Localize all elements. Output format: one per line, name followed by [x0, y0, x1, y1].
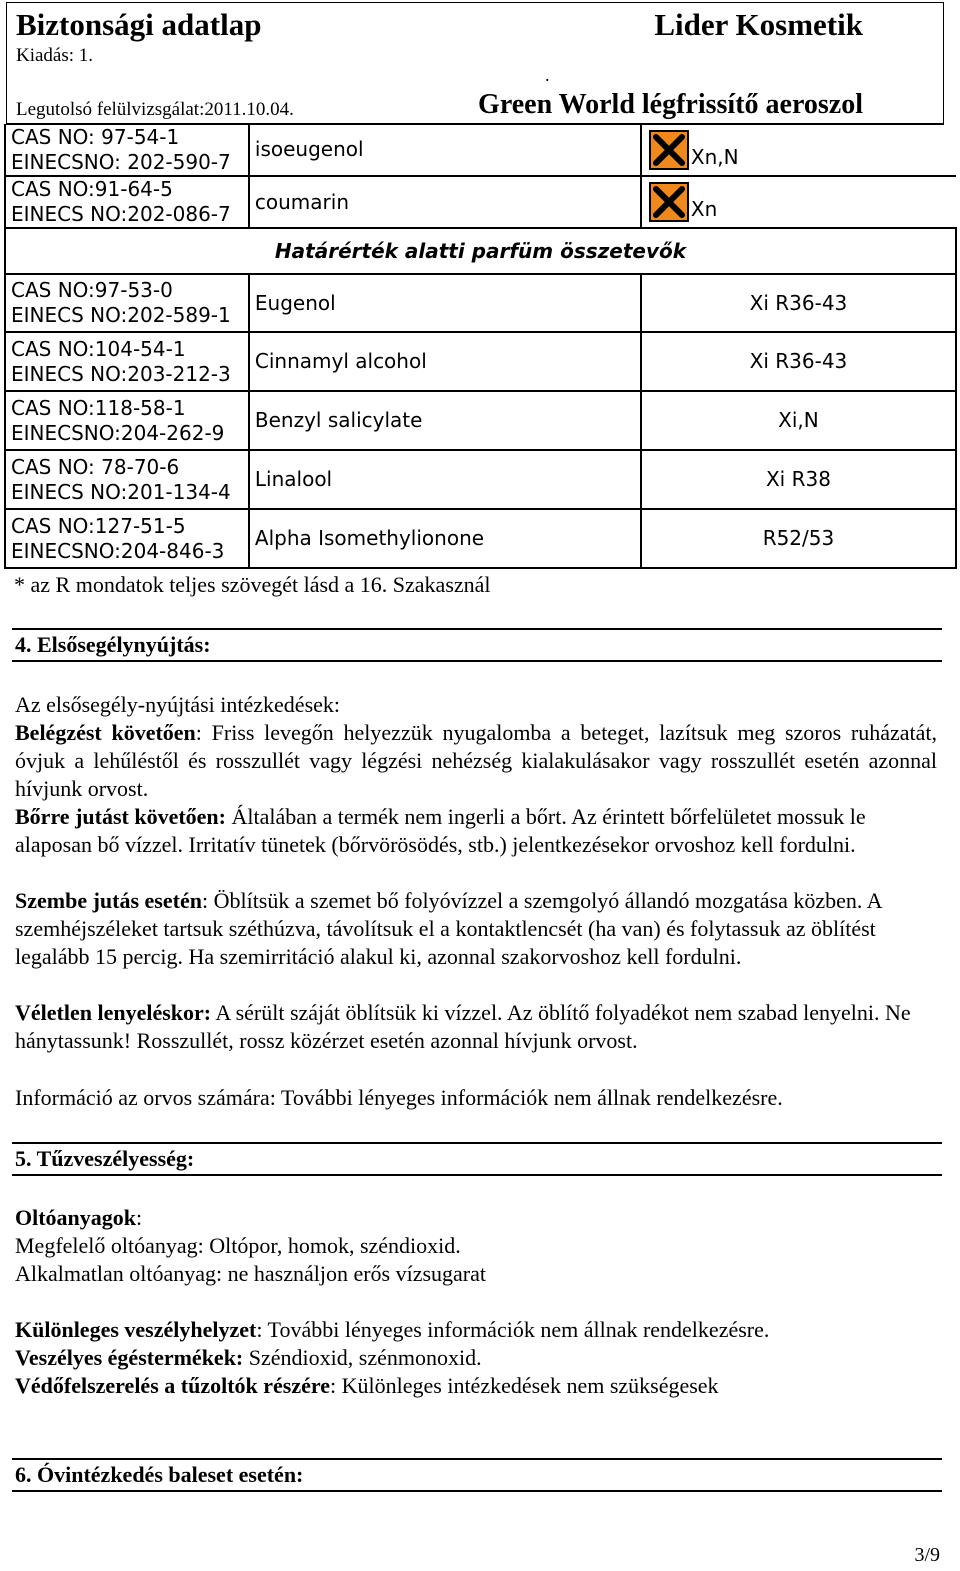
class-cell: Xi,N: [641, 391, 956, 450]
combustion-text: Széndioxid, szénmonoxid.: [243, 1345, 482, 1370]
einecs-number: EINECSNO: 202-590-7: [11, 149, 231, 174]
eye-text: : Öblítsük a szemet bő folyóvízzel a szemgolyó állandó mozgatása közben. A szemhéjszéleket tartsuk széthúzva, távolítsuk el a kontaktlencsét (ha van) és folytassuk az öblítést legalább 15 percig. Ha szemirritáció alakul ki, azonnal szakorvoshoz kell fordulni.: [15, 888, 882, 969]
doctor-info: Információ az orvos számára: További lényeges információk nem állnak rendelkezésre.: [15, 1085, 783, 1110]
inhalation-paragraph: [15, 719, 937, 803]
cas-cell: [5, 332, 249, 391]
special-hazard: [15, 1316, 937, 1344]
table-row: [5, 176, 956, 228]
header-dot: .: [545, 65, 550, 85]
einecs-number: EINECS NO:203-212-3: [11, 361, 231, 386]
skin-label: Bőrre jutást követően:: [15, 804, 226, 829]
table-subheading-row: [5, 228, 956, 274]
page-number: 3/9: [914, 1544, 940, 1566]
einecs-number: EINECSNO:204-262-9: [11, 420, 225, 445]
extinguisher-colon: :: [136, 1205, 143, 1230]
harmful-x-icon: [649, 130, 689, 170]
class-cell: Xi R36-43: [641, 274, 956, 332]
class-cell: [641, 124, 956, 176]
table-row: [5, 124, 956, 176]
table-row: [5, 274, 956, 332]
cas-number: CAS NO:104-54-1: [11, 336, 186, 361]
suitable-extinguisher: Megfelelő oltóanyag: Oltópor, homok, széndioxid.: [15, 1233, 461, 1258]
inhalation-text: : Friss levegőn helyezzük nyugalomba a beteget, lazítsuk meg szoros ruházatát, óvjuk a lehűléstől és rosszullét vagy légzési nehézség kialakulásakor vagy rosszullét esetén azonnal hívjunk orvost.: [15, 720, 937, 801]
cas-number: CAS NO:118-58-1: [11, 395, 186, 420]
ingestion-paragraph: [15, 999, 937, 1055]
revision-date: Legutolsó felülvizsgálat:2011.10.04.: [16, 99, 294, 120]
ingestion-text: A sérült száját öblítsük ki vízzel. Az öblítő folyadékot nem szabad lenyelni. Ne hánytassunk! Rosszullét, rossz közérzet esetén azonnal hívjunk orvost.: [15, 1000, 911, 1053]
special-hazard-text: : További lényeges információk nem állnak rendelkezésre.: [256, 1317, 770, 1342]
table-row: [5, 509, 956, 568]
name-cell: Linalool: [249, 450, 641, 509]
section-6-heading: 6. Óvintézkedés baleset esetén:: [12, 1458, 942, 1492]
einecs-number: EINECS NO:202-589-1: [11, 303, 231, 327]
einecs-number: EINECS NO:202-086-7: [11, 202, 231, 226]
class-cell: R52/53: [641, 509, 956, 568]
eye-paragraph: [15, 887, 937, 971]
table-row: [5, 332, 956, 391]
cas-number: CAS NO: 97-54-1: [11, 124, 180, 149]
ingestion-label: Véletlen lenyeléskor:: [15, 1000, 212, 1025]
cas-cell: [5, 391, 249, 450]
class-cell: Xi R36-43: [641, 332, 956, 391]
cas-cell: [5, 274, 249, 332]
skin-text: Általában a termék nem ingerli a bőrt. Az érintett bőrfelületet mossuk le alaposan bő vízzel. Irritatív tünetek (bőrvörösödés, stb.) jelentkezésekor orvoshoz kell fordulni.: [15, 804, 866, 857]
table-subheading: Határérték alatti parfüm összetevők: [5, 228, 956, 274]
einecs-number: EINECS NO:201-134-4: [11, 479, 231, 504]
name-cell: Eugenol: [249, 274, 641, 332]
r-phrase-note: * az R mondatok teljes szövegét lásd a 16. Szakasznál: [14, 572, 491, 597]
name-cell: coumarin: [249, 176, 641, 228]
name-cell: Cinnamyl alcohol: [249, 332, 641, 391]
combustion-products: [15, 1344, 937, 1372]
company-name: Lider Kosmetik: [654, 7, 863, 42]
section-4-heading: 4. Elsősegélynyújtás:: [12, 628, 942, 662]
eye-label: Szembe jutás esetén: [15, 888, 202, 913]
cas-cell: [5, 176, 249, 228]
name-cell: isoeugenol: [249, 124, 641, 176]
inhalation-label: Belégzést követően: [15, 720, 196, 745]
class-cell: [641, 176, 956, 228]
section-5-heading: 5. Tűzveszélyesség:: [12, 1142, 942, 1176]
name-cell: Benzyl salicylate: [249, 391, 641, 450]
cas-cell: [5, 450, 249, 509]
extinguisher-heading: [15, 1204, 937, 1232]
firefighter-equipment: [15, 1372, 937, 1400]
unsuitable-extinguisher: Alkalmatlan oltóanyag: ne használjon erős vízsugarat: [15, 1261, 487, 1286]
document-header: [6, 2, 944, 125]
extinguisher-label: Oltóanyagok: [15, 1205, 137, 1230]
einecs-number: EINECSNO:204-846-3: [11, 538, 225, 563]
first-aid-intro: Az elsősegély-nyújtási intézkedések:: [15, 692, 341, 717]
firefighter-label: Védőfelszerelés a tűzoltók részére: [15, 1373, 331, 1398]
name-cell: Alpha Isomethylionone: [249, 509, 641, 568]
issue-number: Kiadás: 1.: [16, 45, 94, 66]
table-row: [5, 450, 956, 509]
cas-number: CAS NO:97-53-0: [11, 278, 173, 302]
doc-title: Biztonsági adatlap: [16, 7, 262, 42]
ingredients-table: [4, 124, 957, 569]
harmful-x-icon: [649, 182, 689, 222]
combustion-label: Veszélyes égéstermékek:: [15, 1345, 244, 1370]
table-row: [5, 391, 956, 450]
class-cell: Xi R38: [641, 450, 956, 509]
cas-number: CAS NO:127-51-5: [11, 513, 186, 538]
cas-number: CAS NO:91-64-5: [11, 177, 173, 201]
skin-paragraph: [15, 803, 937, 859]
firefighter-text: : Különleges intézkedések nem szükségesek: [330, 1373, 719, 1398]
product-name: Green World légfrissítő aeroszol: [478, 89, 863, 120]
hazard-class: Xn,N: [690, 144, 739, 169]
hazard-class: Xn: [690, 197, 718, 221]
cas-number: CAS NO: 78-70-6: [11, 454, 180, 479]
special-hazard-label: Különleges veszélyhelyzet: [15, 1317, 257, 1342]
cas-cell: [5, 124, 249, 176]
cas-cell: [5, 509, 249, 568]
